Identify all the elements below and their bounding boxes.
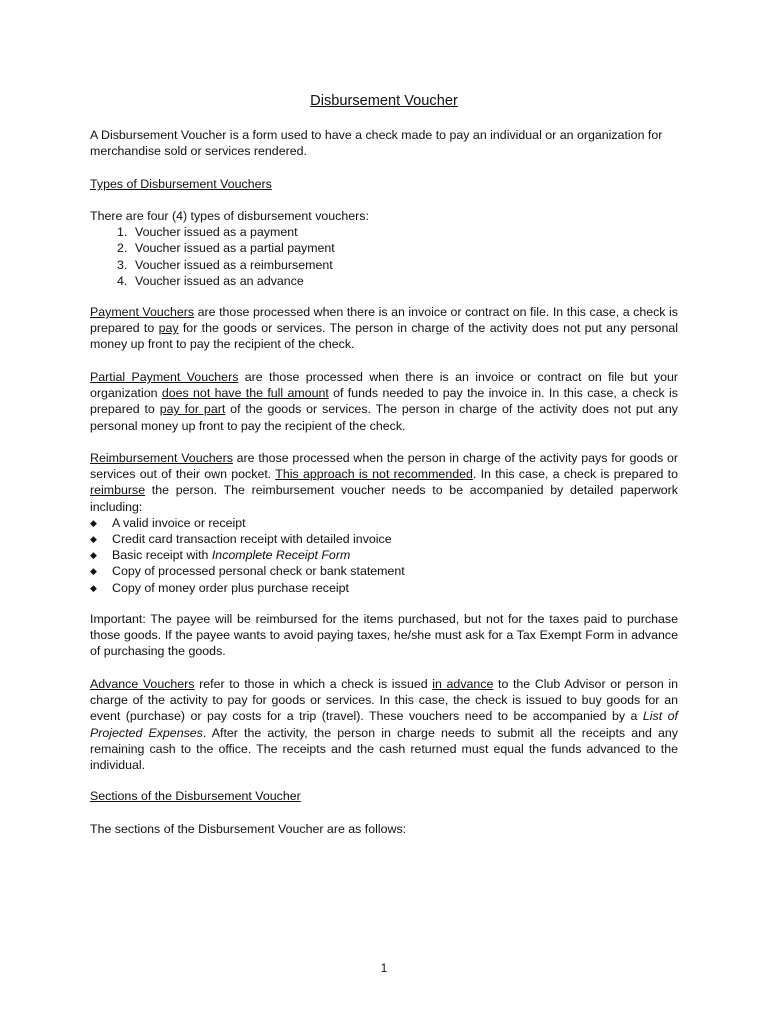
payment-vouchers-paragraph: Payment Vouchers are those processed when there is an invoice or contract on file. In this case, a check is prepared to pay for the goods or services. The person in charge of the activity does not put any personal money up front to pay the recipient of the check. [90,305,678,352]
bullet-icon: ◆ [90,517,97,528]
intro-paragraph: A Disbursement Voucher is a form used to have a check made to pay an individual or an organization for merchandise sold or services rendered. [90,128,663,159]
bullet-icon: ◆ [90,566,97,577]
types-list [90,224,678,289]
sections-intro: The sections of the Disbursement Voucher are as follows: [90,822,407,836]
reimbursement-paragraph: Reimbursement Vouchers are those processed when the person in charge of the activity pays for goods or services out of their own pocket. This approach is not recommended. In this case, a check is prepared to reimburse the person. The reimbursement voucher needs to be accompanied by detailed paperwork including: [90,451,678,514]
term-advance-vouchers: Advance Vouchers [90,677,195,691]
list-item: ◆ Copy of money order plus purchase receipt [90,580,349,595]
list-item: ◆ Basic receipt with Incomplete Receipt Form [90,548,351,563]
important-paragraph: Important: The payee will be reimbursed for the items purchased, but not for the taxes paid to purchase those goods. If the payee wants to avoid paying taxes, he/she must ask for a Tax Exempt Form in advance of purchasing the goods. [90,612,678,659]
page-number: 1 [380,961,388,975]
list-item: 3. Voucher issued as a reimbursement [117,257,333,272]
list-item: 2. Voucher issued as a partial payment [117,241,335,256]
page-title: Disbursement Voucher [310,93,458,109]
advance-vouchers-paragraph: Advance Vouchers refer to those in which a check is issued in advance to the Club Advisor or person in charge of the activity to pay for goods or services. In this case, the check is issued to buy goods for an event (purchase) or pay costs for a trip (travel). These vouchers need to be accompanied by a List of Projected Expenses. After the activity, the person in charge needs to submit all the receipts and any remaining cash to the office. The receipts and the cash returned must equal the funds advanced to the individual. [90,677,678,773]
sections-heading: Sections of the Disbursement Voucher [90,789,301,803]
bullet-icon: ◆ [90,550,97,561]
reimbursement-section [90,450,678,596]
term-partial-payment-vouchers: Partial Payment Vouchers [90,370,239,384]
list-item: ◆ Copy of processed personal check or bank statement [90,564,405,579]
bullet-icon: ◆ [90,534,97,545]
term-reimbursement-vouchers: Reimbursement Vouchers [90,451,233,465]
paperwork-list [90,515,678,596]
types-intro: There are four (4) types of disbursement vouchers: [90,209,369,223]
bullet-icon: ◆ [90,582,97,593]
list-item: ◆ A valid invoice or receipt [90,515,246,530]
list-item: 4. Voucher issued as an advance [117,273,304,288]
list-item: 1. Voucher issued as a payment [117,225,298,240]
term-payment-vouchers: Payment Vouchers [90,305,195,319]
types-heading: Types of Disbursement Vouchers [90,177,272,191]
list-item: ◆ Credit card transaction receipt with detailed invoice [90,532,392,547]
types-section [90,208,678,289]
partial-payment-paragraph: Partial Payment Vouchers are those processed when there is an invoice or contract on file but your organization does not have the full amount of funds needed to pay the invoice in. In this case, a check is prepared to pay for part of the goods or services. The person in charge of the activity does not put any personal money up front to pay the recipient of the check. [90,370,678,433]
